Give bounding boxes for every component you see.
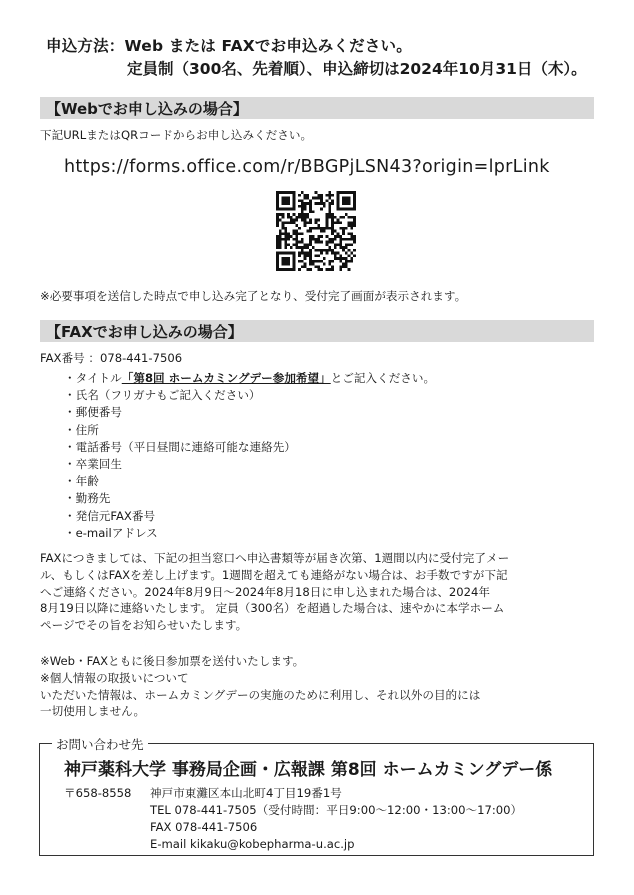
contact-legend: お問い合わせ先 bbox=[52, 735, 148, 753]
list-item: ・発信元FAX番号 bbox=[64, 508, 156, 523]
title-prefix: ・タイトル bbox=[64, 371, 122, 385]
fax-section-header bbox=[40, 320, 594, 342]
contact-tel: TEL 078-441-7505（受付時間：平日9:00～12:00・13:00～17:00） bbox=[150, 803, 523, 817]
contact-email[interactable]: E-mail kikaku@kobepharma-u.ac.jp bbox=[150, 837, 355, 851]
contact-details bbox=[150, 785, 522, 853]
notice-line: FAXにつきましては、下記の担当窓口へ申込書類等が届き次第、1週間以内に受付完了メー bbox=[40, 551, 510, 565]
list-item-title bbox=[64, 370, 435, 387]
contact-fax: FAX 078-441-7506 bbox=[150, 820, 258, 834]
general-notes bbox=[40, 653, 596, 720]
list-item: ・郵便番号 bbox=[64, 405, 122, 420]
web-section-heading: 【Webでお申し込みの場合】 bbox=[46, 100, 248, 118]
fax-number: FAX番号 ：078-441-7506 bbox=[40, 351, 183, 365]
list-item: ・電話番号（平日昼間に連絡可能な連絡先） bbox=[64, 439, 296, 454]
note-line: 一切使用しません。 bbox=[40, 704, 146, 719]
notice-line: へご連絡ください。2024年8月9日～2024年8月18日に申し込まれた場合は、2024年 bbox=[40, 584, 491, 599]
note-line: いただいた情報は、ホームカミングデーの実施のために利用し、それ以外の目的には bbox=[40, 687, 481, 702]
note-line: ※Web・FAXともに後日参加票を送付いたします。 bbox=[40, 654, 305, 668]
qr-code-icon[interactable] bbox=[276, 191, 356, 271]
title-suffix: とご記入ください。 bbox=[330, 371, 436, 385]
fax-section-heading: 【FAXでお申し込みの場合】 bbox=[46, 323, 243, 341]
list-item: ・勤務先 bbox=[64, 491, 111, 506]
title-highlight: 「第8回 ホームカミングデー参加希望」 bbox=[121, 371, 331, 385]
method-line1: Web または FAXでお申込みください。 bbox=[124, 37, 412, 55]
application-method bbox=[46, 34, 412, 56]
note-line: ※個人情報の取扱いについて bbox=[40, 670, 189, 685]
contact-postal: 〒658-8558 bbox=[64, 786, 132, 800]
web-note: ※必要事項を送信した時点で申し込み完了となり、受付完了画面が表示されます。 bbox=[40, 289, 467, 303]
contact-organization: 神戸薬科大学 事務局企画・広報課 第8回 ホームカミングデー係 bbox=[64, 760, 553, 780]
list-item: ・氏名（フリガナもご記入ください） bbox=[64, 388, 261, 403]
method-line2: 定員制（300名、先着順）、申込締切は2024年10月31日（木）。 bbox=[127, 60, 587, 78]
list-item: ・年齢 bbox=[64, 474, 99, 489]
contact-address: 神戸市東灘区本山北町4丁目19番1号 bbox=[150, 786, 342, 800]
web-section-header bbox=[40, 97, 594, 119]
fax-required-items bbox=[64, 370, 435, 542]
notice-line: 8月19日以降に連絡いたします。 定員（300名）を超過した場合は、速やかに本学ホーム bbox=[40, 601, 505, 616]
list-item: ・住所 bbox=[64, 422, 99, 437]
list-item: ・e-mailアドレス bbox=[64, 525, 158, 540]
list-item: ・卒業回生 bbox=[64, 457, 122, 472]
notice-line: ページでその旨をお知らせいたします。 bbox=[40, 618, 248, 633]
fax-notice bbox=[40, 550, 596, 634]
web-intro: 下記URLまたはQRコードからお申し込みください。 bbox=[40, 128, 313, 142]
application-url-link[interactable]: https://forms.office.com/r/BBGPjLSN43?origin=lprLink bbox=[64, 157, 550, 177]
method-label: 申込方法： bbox=[46, 37, 125, 55]
notice-line: ル、もしくはFAXを差し上げます。1週間を超えても連絡がない場合は、お手数ですが下記 bbox=[40, 567, 508, 582]
